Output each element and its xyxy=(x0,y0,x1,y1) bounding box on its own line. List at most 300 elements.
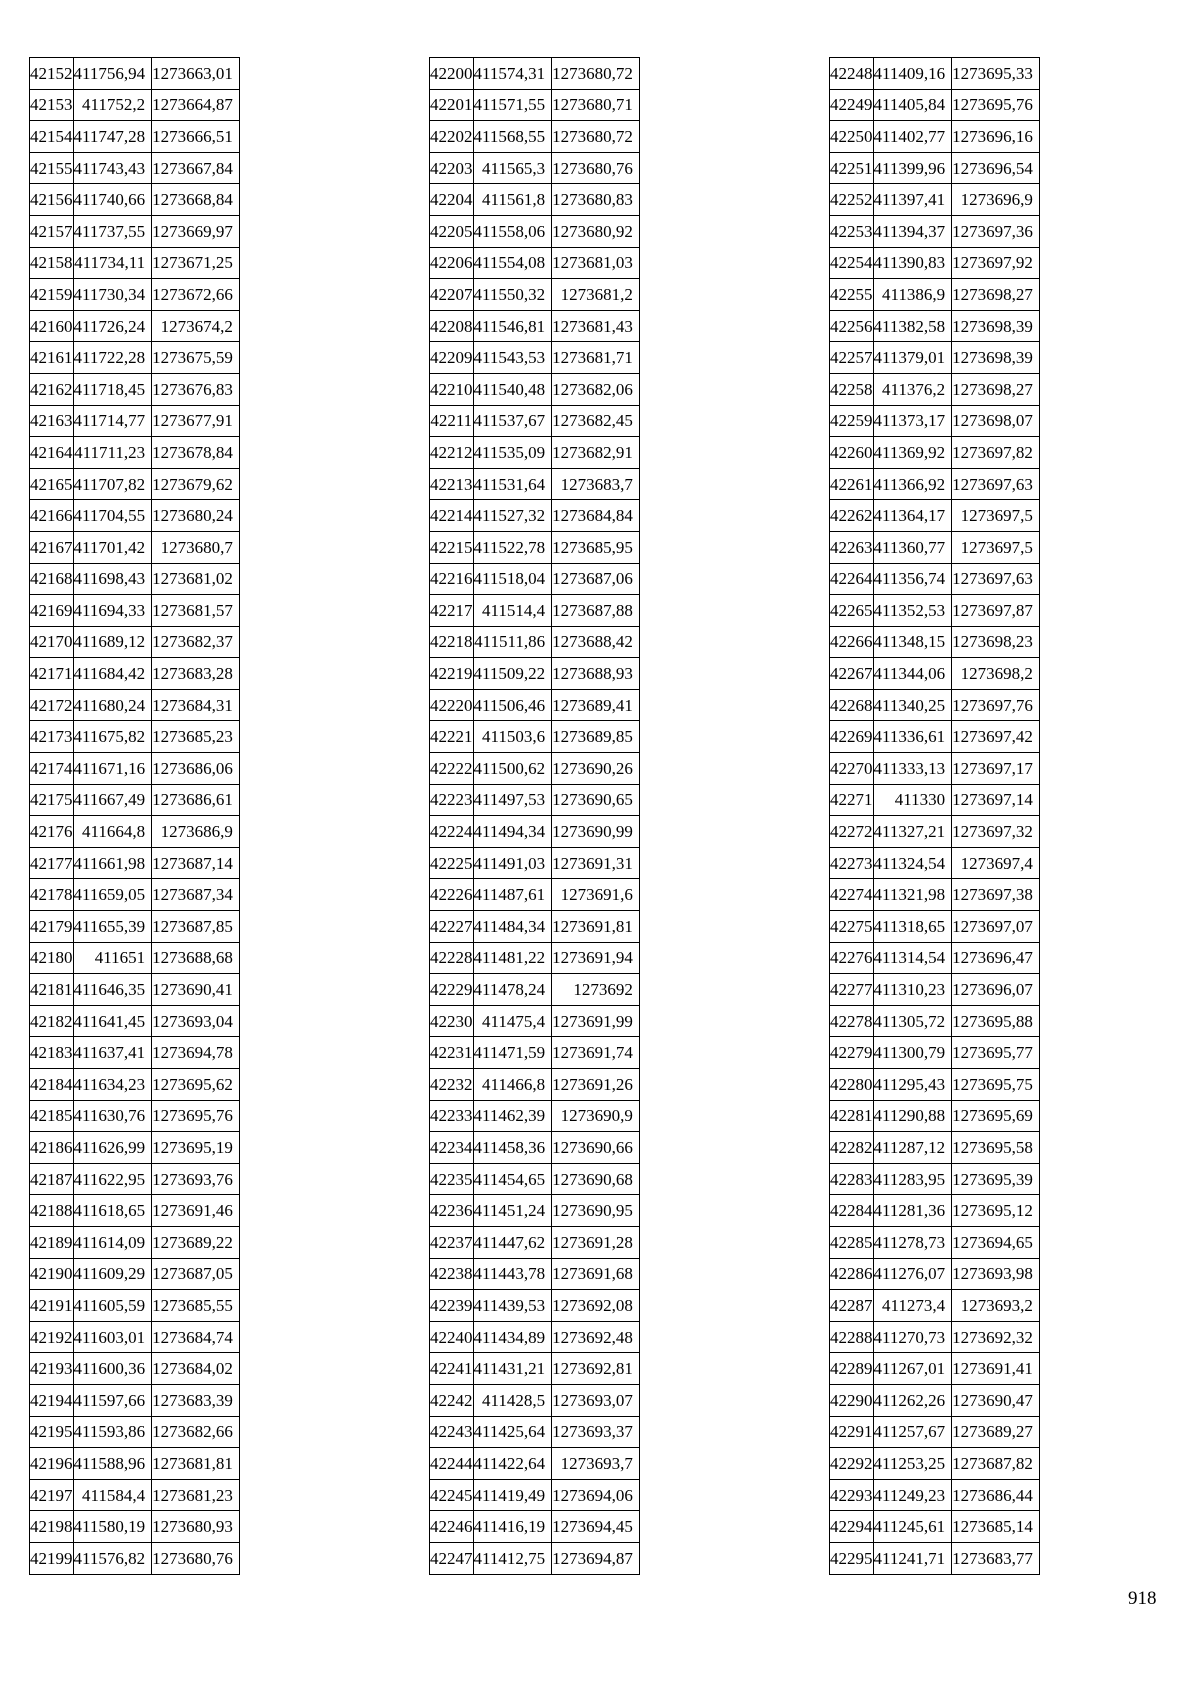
x-coordinate-cell: 411257,67 xyxy=(873,1416,952,1448)
x-coordinate-cell: 411618,65 xyxy=(73,1195,152,1227)
y-coordinate-cell: 1273695,76 xyxy=(152,1100,240,1132)
y-coordinate-cell: 1273696,47 xyxy=(952,942,1040,974)
y-coordinate-cell: 1273664,87 xyxy=(152,89,240,121)
x-coordinate-cell: 411278,73 xyxy=(873,1226,952,1258)
point-number-cell: 42154 xyxy=(30,121,74,153)
y-coordinate-cell: 1273698,23 xyxy=(952,626,1040,658)
y-coordinate-cell: 1273687,82 xyxy=(952,1448,1040,1480)
point-number-cell: 42179 xyxy=(30,911,74,943)
x-coordinate-cell: 411416,19 xyxy=(473,1511,552,1543)
point-number-cell: 42211 xyxy=(430,405,474,437)
y-coordinate-cell: 1273691,68 xyxy=(552,1258,640,1290)
y-coordinate-cell: 1273689,22 xyxy=(152,1226,240,1258)
y-coordinate-cell: 1273697,76 xyxy=(952,689,1040,721)
table-row xyxy=(830,942,1040,974)
point-number-cell: 42218 xyxy=(430,626,474,658)
point-number-cell: 42159 xyxy=(30,279,74,311)
y-coordinate-cell: 1273692 xyxy=(552,974,640,1006)
point-number-cell: 42221 xyxy=(430,721,474,753)
x-coordinate-cell: 411458,36 xyxy=(473,1132,552,1164)
point-number-cell: 42201 xyxy=(430,89,474,121)
y-coordinate-cell: 1273698,39 xyxy=(952,342,1040,374)
x-coordinate-cell: 411360,77 xyxy=(873,531,952,563)
point-number-cell: 42200 xyxy=(430,58,474,90)
y-coordinate-cell: 1273678,84 xyxy=(152,437,240,469)
y-coordinate-cell: 1273697,63 xyxy=(952,468,1040,500)
x-coordinate-cell: 411318,65 xyxy=(873,911,952,943)
table-row xyxy=(30,658,240,690)
table-row xyxy=(830,1384,1040,1416)
point-number-cell: 42203 xyxy=(430,152,474,184)
point-number-cell: 42170 xyxy=(30,626,74,658)
y-coordinate-cell: 1273682,37 xyxy=(152,626,240,658)
table-row xyxy=(30,595,240,627)
point-number-cell: 42295 xyxy=(830,1542,874,1574)
y-coordinate-cell: 1273681,03 xyxy=(552,247,640,279)
x-coordinate-cell: 411336,61 xyxy=(873,721,952,753)
x-coordinate-cell: 411605,59 xyxy=(73,1290,152,1322)
x-coordinate-cell: 411704,55 xyxy=(73,500,152,532)
table-row xyxy=(30,847,240,879)
point-number-cell: 42251 xyxy=(830,152,874,184)
point-number-cell: 42230 xyxy=(430,1005,474,1037)
x-coordinate-cell: 411655,39 xyxy=(73,911,152,943)
x-coordinate-cell: 411267,01 xyxy=(873,1353,952,1385)
table-row xyxy=(30,437,240,469)
point-number-cell: 42285 xyxy=(830,1226,874,1258)
x-coordinate-cell: 411535,09 xyxy=(473,437,552,469)
table-row xyxy=(430,1353,640,1385)
point-number-cell: 42264 xyxy=(830,563,874,595)
table-row xyxy=(430,942,640,974)
point-number-cell: 42266 xyxy=(830,626,874,658)
table-row xyxy=(430,847,640,879)
x-coordinate-cell: 411324,54 xyxy=(873,847,952,879)
y-coordinate-cell: 1273688,68 xyxy=(152,942,240,974)
y-coordinate-cell: 1273697,36 xyxy=(952,215,1040,247)
point-number-cell: 42253 xyxy=(830,215,874,247)
x-coordinate-cell: 411518,04 xyxy=(473,563,552,595)
y-coordinate-cell: 1273685,14 xyxy=(952,1511,1040,1543)
point-number-cell: 42209 xyxy=(430,342,474,374)
table-row xyxy=(830,279,1040,311)
y-coordinate-cell: 1273695,39 xyxy=(952,1163,1040,1195)
table-row xyxy=(830,1448,1040,1480)
point-number-cell: 42194 xyxy=(30,1384,74,1416)
y-coordinate-cell: 1273681,02 xyxy=(152,563,240,595)
table-row xyxy=(30,1353,240,1385)
table-row xyxy=(30,784,240,816)
point-number-cell: 42157 xyxy=(30,215,74,247)
y-coordinate-cell: 1273687,05 xyxy=(152,1258,240,1290)
point-number-cell: 42216 xyxy=(430,563,474,595)
y-coordinate-cell: 1273697,87 xyxy=(952,595,1040,627)
point-number-cell: 42217 xyxy=(430,595,474,627)
table-row xyxy=(430,531,640,563)
point-number-cell: 42193 xyxy=(30,1353,74,1385)
x-coordinate-cell: 411740,66 xyxy=(73,184,152,216)
y-coordinate-cell: 1273696,07 xyxy=(952,974,1040,1006)
point-number-cell: 42206 xyxy=(430,247,474,279)
table-row xyxy=(430,974,640,1006)
table-row xyxy=(830,1479,1040,1511)
y-coordinate-cell: 1273697,17 xyxy=(952,753,1040,785)
point-number-cell: 42172 xyxy=(30,689,74,721)
point-number-cell: 42207 xyxy=(430,279,474,311)
x-coordinate-cell: 411276,07 xyxy=(873,1258,952,1290)
y-coordinate-cell: 1273690,47 xyxy=(952,1384,1040,1416)
y-coordinate-cell: 1273695,19 xyxy=(152,1132,240,1164)
table-row xyxy=(830,816,1040,848)
table-row xyxy=(430,721,640,753)
x-coordinate-cell: 411428,5 xyxy=(473,1384,552,1416)
y-coordinate-cell: 1273695,75 xyxy=(952,1069,1040,1101)
x-coordinate-cell: 411305,72 xyxy=(873,1005,952,1037)
x-coordinate-cell: 411574,31 xyxy=(473,58,552,90)
point-number-cell: 42219 xyxy=(430,658,474,690)
table-row xyxy=(430,500,640,532)
table-row xyxy=(830,342,1040,374)
x-coordinate-cell: 411537,67 xyxy=(473,405,552,437)
x-coordinate-cell: 411481,22 xyxy=(473,942,552,974)
y-coordinate-cell: 1273690,99 xyxy=(552,816,640,848)
point-number-cell: 42275 xyxy=(830,911,874,943)
point-number-cell: 42261 xyxy=(830,468,874,500)
table-row xyxy=(30,563,240,595)
x-coordinate-cell: 411550,32 xyxy=(473,279,552,311)
table-row xyxy=(830,1290,1040,1322)
y-coordinate-cell: 1273691,28 xyxy=(552,1226,640,1258)
x-coordinate-cell: 411330 xyxy=(873,784,952,816)
point-number-cell: 42215 xyxy=(430,531,474,563)
point-number-cell: 42223 xyxy=(430,784,474,816)
point-number-cell: 42158 xyxy=(30,247,74,279)
x-coordinate-cell: 411659,05 xyxy=(73,879,152,911)
x-coordinate-cell: 411454,65 xyxy=(473,1163,552,1195)
y-coordinate-cell: 1273691,41 xyxy=(952,1353,1040,1385)
x-coordinate-cell: 411310,23 xyxy=(873,974,952,1006)
table-row xyxy=(430,1069,640,1101)
x-coordinate-cell: 411664,8 xyxy=(73,816,152,848)
y-coordinate-cell: 1273683,7 xyxy=(552,468,640,500)
table-row xyxy=(30,1384,240,1416)
y-coordinate-cell: 1273683,39 xyxy=(152,1384,240,1416)
x-coordinate-cell: 411290,88 xyxy=(873,1100,952,1132)
table-row xyxy=(430,1258,640,1290)
point-number-cell: 42231 xyxy=(430,1037,474,1069)
table-row xyxy=(830,1542,1040,1574)
x-coordinate-cell: 411630,76 xyxy=(73,1100,152,1132)
point-number-cell: 42184 xyxy=(30,1069,74,1101)
y-coordinate-cell: 1273691,99 xyxy=(552,1005,640,1037)
x-coordinate-cell: 411253,25 xyxy=(873,1448,952,1480)
x-coordinate-cell: 411511,86 xyxy=(473,626,552,658)
table-row xyxy=(430,879,640,911)
table-row xyxy=(430,1448,640,1480)
point-number-cell: 42199 xyxy=(30,1542,74,1574)
y-coordinate-cell: 1273680,72 xyxy=(552,58,640,90)
x-coordinate-cell: 411466,8 xyxy=(473,1069,552,1101)
x-coordinate-cell: 411637,41 xyxy=(73,1037,152,1069)
y-coordinate-cell: 1273694,06 xyxy=(552,1479,640,1511)
point-number-cell: 42224 xyxy=(430,816,474,848)
table-row xyxy=(430,1511,640,1543)
y-coordinate-cell: 1273681,57 xyxy=(152,595,240,627)
x-coordinate-cell: 411422,64 xyxy=(473,1448,552,1480)
x-coordinate-cell: 411491,03 xyxy=(473,847,552,879)
table-row xyxy=(430,595,640,627)
table-row xyxy=(30,342,240,374)
y-coordinate-cell: 1273663,01 xyxy=(152,58,240,90)
y-coordinate-cell: 1273675,59 xyxy=(152,342,240,374)
y-coordinate-cell: 1273691,6 xyxy=(552,879,640,911)
table-row xyxy=(30,184,240,216)
table-row xyxy=(430,405,640,437)
table-row xyxy=(30,1258,240,1290)
point-number-cell: 42294 xyxy=(830,1511,874,1543)
point-number-cell: 42197 xyxy=(30,1479,74,1511)
x-coordinate-cell: 411689,12 xyxy=(73,626,152,658)
x-coordinate-cell: 411348,15 xyxy=(873,626,952,658)
x-coordinate-cell: 411300,79 xyxy=(873,1037,952,1069)
x-coordinate-cell: 411509,22 xyxy=(473,658,552,690)
point-number-cell: 42262 xyxy=(830,500,874,532)
point-number-cell: 42252 xyxy=(830,184,874,216)
point-number-cell: 42208 xyxy=(430,310,474,342)
y-coordinate-cell: 1273695,33 xyxy=(952,58,1040,90)
table-row xyxy=(430,784,640,816)
x-coordinate-cell: 411352,53 xyxy=(873,595,952,627)
point-number-cell: 42259 xyxy=(830,405,874,437)
table-row xyxy=(30,58,240,90)
y-coordinate-cell: 1273693,07 xyxy=(552,1384,640,1416)
point-number-cell: 42202 xyxy=(430,121,474,153)
y-coordinate-cell: 1273685,55 xyxy=(152,1290,240,1322)
x-coordinate-cell: 411281,36 xyxy=(873,1195,952,1227)
x-coordinate-cell: 411333,13 xyxy=(873,753,952,785)
x-coordinate-cell: 411471,59 xyxy=(473,1037,552,1069)
y-coordinate-cell: 1273686,61 xyxy=(152,784,240,816)
table-row xyxy=(830,1100,1040,1132)
table-row xyxy=(30,1511,240,1543)
table-row xyxy=(830,879,1040,911)
x-coordinate-cell: 411283,95 xyxy=(873,1163,952,1195)
table-row xyxy=(30,1416,240,1448)
y-coordinate-cell: 1273668,84 xyxy=(152,184,240,216)
point-number-cell: 42240 xyxy=(430,1321,474,1353)
y-coordinate-cell: 1273694,65 xyxy=(952,1226,1040,1258)
y-coordinate-cell: 1273690,66 xyxy=(552,1132,640,1164)
table-row xyxy=(30,531,240,563)
point-number-cell: 42165 xyxy=(30,468,74,500)
point-number-cell: 42161 xyxy=(30,342,74,374)
point-number-cell: 42195 xyxy=(30,1416,74,1448)
table-row xyxy=(830,1195,1040,1227)
point-number-cell: 42204 xyxy=(430,184,474,216)
point-number-cell: 42181 xyxy=(30,974,74,1006)
table-row xyxy=(30,247,240,279)
table-row xyxy=(430,342,640,374)
y-coordinate-cell: 1273696,9 xyxy=(952,184,1040,216)
x-coordinate-cell: 411409,16 xyxy=(873,58,952,90)
y-coordinate-cell: 1273698,27 xyxy=(952,279,1040,311)
x-coordinate-cell: 411734,11 xyxy=(73,247,152,279)
table-row xyxy=(830,215,1040,247)
point-number-cell: 42279 xyxy=(830,1037,874,1069)
x-coordinate-cell: 411561,8 xyxy=(473,184,552,216)
x-coordinate-cell: 411494,34 xyxy=(473,816,552,848)
x-coordinate-cell: 411249,23 xyxy=(873,1479,952,1511)
point-number-cell: 42226 xyxy=(430,879,474,911)
x-coordinate-cell: 411707,82 xyxy=(73,468,152,500)
x-coordinate-cell: 411462,39 xyxy=(473,1100,552,1132)
point-number-cell: 42287 xyxy=(830,1290,874,1322)
y-coordinate-cell: 1273697,63 xyxy=(952,563,1040,595)
y-coordinate-cell: 1273697,14 xyxy=(952,784,1040,816)
point-number-cell: 42290 xyxy=(830,1384,874,1416)
point-number-cell: 42187 xyxy=(30,1163,74,1195)
table-row xyxy=(430,658,640,690)
table-row xyxy=(830,1416,1040,1448)
table-row xyxy=(830,1353,1040,1385)
x-coordinate-cell: 411397,41 xyxy=(873,184,952,216)
table-row xyxy=(430,689,640,721)
x-coordinate-cell: 411434,89 xyxy=(473,1321,552,1353)
y-coordinate-cell: 1273696,16 xyxy=(952,121,1040,153)
table-row xyxy=(30,1479,240,1511)
x-coordinate-cell: 411752,2 xyxy=(73,89,152,121)
point-number-cell: 42188 xyxy=(30,1195,74,1227)
x-coordinate-cell: 411425,64 xyxy=(473,1416,552,1448)
x-coordinate-cell: 411661,98 xyxy=(73,847,152,879)
point-number-cell: 42191 xyxy=(30,1290,74,1322)
y-coordinate-cell: 1273693,7 xyxy=(552,1448,640,1480)
point-number-cell: 42267 xyxy=(830,658,874,690)
table-row xyxy=(30,89,240,121)
point-number-cell: 42292 xyxy=(830,1448,874,1480)
point-number-cell: 42173 xyxy=(30,721,74,753)
y-coordinate-cell: 1273692,08 xyxy=(552,1290,640,1322)
x-coordinate-cell: 411506,46 xyxy=(473,689,552,721)
point-number-cell: 42289 xyxy=(830,1353,874,1385)
x-coordinate-cell: 411671,16 xyxy=(73,753,152,785)
point-number-cell: 42263 xyxy=(830,531,874,563)
point-number-cell: 42277 xyxy=(830,974,874,1006)
coordinate-table-2 xyxy=(429,57,640,1575)
y-coordinate-cell: 1273695,69 xyxy=(952,1100,1040,1132)
point-number-cell: 42155 xyxy=(30,152,74,184)
table-row xyxy=(30,974,240,1006)
table-row xyxy=(830,468,1040,500)
y-coordinate-cell: 1273693,37 xyxy=(552,1416,640,1448)
table-row xyxy=(430,1384,640,1416)
point-number-cell: 42205 xyxy=(430,215,474,247)
x-coordinate-cell: 411373,17 xyxy=(873,405,952,437)
y-coordinate-cell: 1273689,27 xyxy=(952,1416,1040,1448)
point-number-cell: 42183 xyxy=(30,1037,74,1069)
point-number-cell: 42286 xyxy=(830,1258,874,1290)
x-coordinate-cell: 411667,49 xyxy=(73,784,152,816)
x-coordinate-cell: 411500,62 xyxy=(473,753,552,785)
point-number-cell: 42178 xyxy=(30,879,74,911)
y-coordinate-cell: 1273681,81 xyxy=(152,1448,240,1480)
x-coordinate-cell: 411447,62 xyxy=(473,1226,552,1258)
y-coordinate-cell: 1273679,62 xyxy=(152,468,240,500)
x-coordinate-cell: 411364,17 xyxy=(873,500,952,532)
x-coordinate-cell: 411402,77 xyxy=(873,121,952,153)
y-coordinate-cell: 1273680,76 xyxy=(552,152,640,184)
point-number-cell: 42227 xyxy=(430,911,474,943)
x-coordinate-cell: 411369,92 xyxy=(873,437,952,469)
table-row xyxy=(430,89,640,121)
x-coordinate-cell: 411593,86 xyxy=(73,1416,152,1448)
y-coordinate-cell: 1273693,76 xyxy=(152,1163,240,1195)
x-coordinate-cell: 411439,53 xyxy=(473,1290,552,1322)
point-number-cell: 42236 xyxy=(430,1195,474,1227)
x-coordinate-cell: 411588,96 xyxy=(73,1448,152,1480)
y-coordinate-cell: 1273691,46 xyxy=(152,1195,240,1227)
y-coordinate-cell: 1273697,07 xyxy=(952,911,1040,943)
table-row xyxy=(30,500,240,532)
table-row xyxy=(30,215,240,247)
table-row xyxy=(430,753,640,785)
table-row xyxy=(430,310,640,342)
x-coordinate-cell: 411245,61 xyxy=(873,1511,952,1543)
point-number-cell: 42210 xyxy=(430,373,474,405)
y-coordinate-cell: 1273687,34 xyxy=(152,879,240,911)
point-number-cell: 42237 xyxy=(430,1226,474,1258)
point-number-cell: 42284 xyxy=(830,1195,874,1227)
y-coordinate-cell: 1273693,2 xyxy=(952,1290,1040,1322)
table-row xyxy=(830,911,1040,943)
point-number-cell: 42278 xyxy=(830,1005,874,1037)
y-coordinate-cell: 1273680,7 xyxy=(152,531,240,563)
point-number-cell: 42228 xyxy=(430,942,474,974)
y-coordinate-cell: 1273695,76 xyxy=(952,89,1040,121)
table-row xyxy=(30,1163,240,1195)
y-coordinate-cell: 1273697,92 xyxy=(952,247,1040,279)
x-coordinate-cell: 411394,37 xyxy=(873,215,952,247)
table-row xyxy=(30,1290,240,1322)
point-number-cell: 42153 xyxy=(30,89,74,121)
y-coordinate-cell: 1273666,51 xyxy=(152,121,240,153)
table-row xyxy=(30,753,240,785)
x-coordinate-cell: 411600,36 xyxy=(73,1353,152,1385)
y-coordinate-cell: 1273695,58 xyxy=(952,1132,1040,1164)
x-coordinate-cell: 411675,82 xyxy=(73,721,152,753)
point-number-cell: 42247 xyxy=(430,1542,474,1574)
point-number-cell: 42272 xyxy=(830,816,874,848)
point-number-cell: 42198 xyxy=(30,1511,74,1543)
point-number-cell: 42273 xyxy=(830,847,874,879)
table-row xyxy=(830,626,1040,658)
x-coordinate-cell: 411558,06 xyxy=(473,215,552,247)
table-row xyxy=(430,1195,640,1227)
table-row xyxy=(30,721,240,753)
point-number-cell: 42256 xyxy=(830,310,874,342)
table-row xyxy=(830,405,1040,437)
y-coordinate-cell: 1273690,65 xyxy=(552,784,640,816)
table-row xyxy=(430,279,640,311)
point-number-cell: 42245 xyxy=(430,1479,474,1511)
y-coordinate-cell: 1273682,45 xyxy=(552,405,640,437)
point-number-cell: 42177 xyxy=(30,847,74,879)
y-coordinate-cell: 1273677,91 xyxy=(152,405,240,437)
y-coordinate-cell: 1273686,9 xyxy=(152,816,240,848)
x-coordinate-cell: 411514,4 xyxy=(473,595,552,627)
y-coordinate-cell: 1273695,77 xyxy=(952,1037,1040,1069)
point-number-cell: 42234 xyxy=(430,1132,474,1164)
